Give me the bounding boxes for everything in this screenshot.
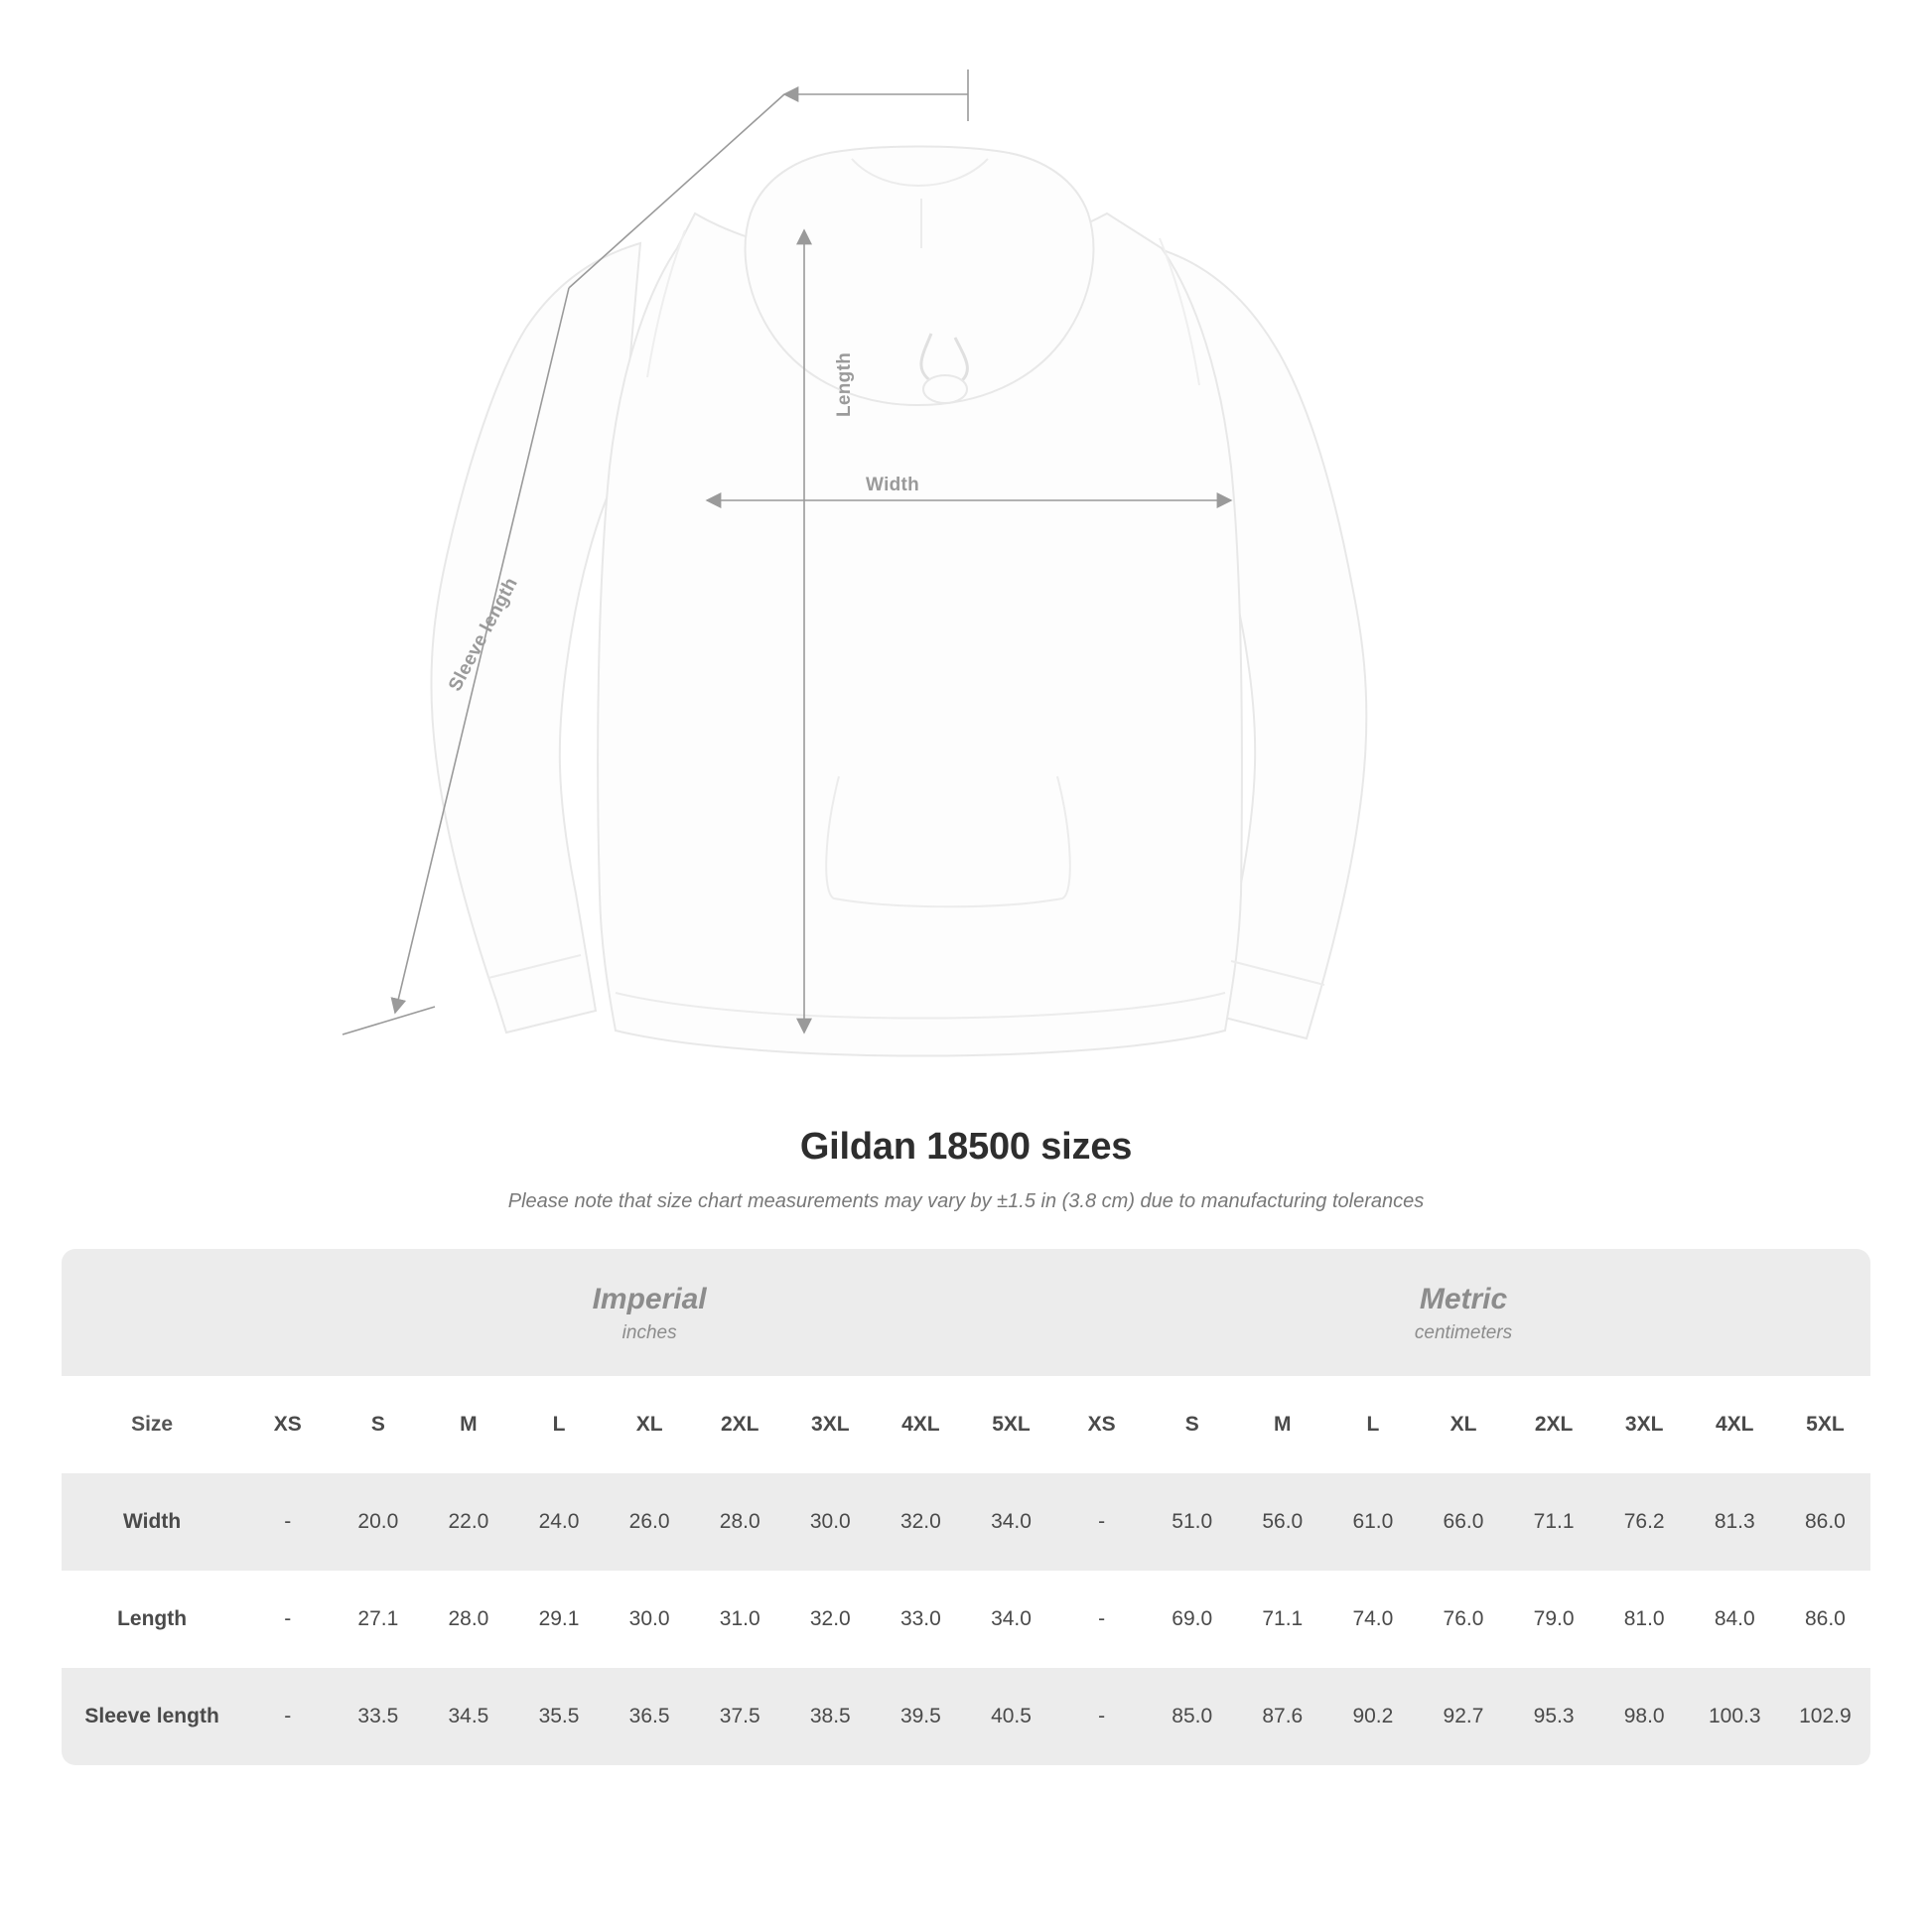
cell-sleeve-metric-xs: -: [1056, 1668, 1147, 1765]
row-label-width: Width: [62, 1473, 242, 1571]
cell-sleeve-imperial-5xl: 40.5: [966, 1668, 1056, 1765]
cell-width-metric-xs: -: [1056, 1473, 1147, 1571]
cell-length-imperial-xl: 30.0: [605, 1571, 695, 1668]
size-header-imperial-xl: XL: [605, 1376, 695, 1473]
size-header-metric-m: M: [1237, 1376, 1327, 1473]
size-header-imperial-s: S: [333, 1376, 423, 1473]
row-label-length: Length: [62, 1571, 242, 1668]
tolerance-note: Please note that size chart measurements may vary by ±1.5 in (3.8 cm) due to manufacturing tolerances: [507, 1190, 1425, 1212]
size-header-metric-2xl: 2XL: [1509, 1376, 1599, 1473]
cell-sleeve-metric-m: 87.6: [1237, 1668, 1327, 1765]
cell-sleeve-imperial-3xl: 38.5: [785, 1668, 876, 1765]
table-row: [62, 1571, 1870, 1668]
cell-width-imperial-s: 20.0: [333, 1473, 423, 1571]
cell-length-imperial-xs: -: [242, 1571, 333, 1668]
cell-length-imperial-s: 27.1: [333, 1571, 423, 1668]
cell-sleeve-imperial-l: 35.5: [513, 1668, 604, 1765]
cell-width-metric-s: 51.0: [1147, 1473, 1237, 1571]
cell-sleeve-imperial-xl: 36.5: [605, 1668, 695, 1765]
cell-width-imperial-5xl: 34.0: [966, 1473, 1056, 1571]
cell-length-metric-m: 71.1: [1237, 1571, 1327, 1668]
cell-sleeve-imperial-xs: -: [242, 1668, 333, 1765]
cell-sleeve-metric-xl: 92.7: [1418, 1668, 1508, 1765]
cell-width-imperial-l: 24.0: [513, 1473, 604, 1571]
cell-width-imperial-4xl: 32.0: [876, 1473, 966, 1571]
cell-sleeve-imperial-s: 33.5: [333, 1668, 423, 1765]
unit-imperial: [242, 1249, 1056, 1376]
cell-sleeve-imperial-2xl: 37.5: [695, 1668, 785, 1765]
cell-width-metric-l: 61.0: [1327, 1473, 1418, 1571]
cell-length-metric-xs: -: [1056, 1571, 1147, 1668]
cell-length-metric-2xl: 79.0: [1509, 1571, 1599, 1668]
page-title: Gildan 18500 sizes: [799, 1126, 1133, 1168]
size-header-imperial-3xl: 3XL: [785, 1376, 876, 1473]
cell-length-metric-3xl: 81.0: [1599, 1571, 1690, 1668]
cell-width-metric-xl: 66.0: [1418, 1473, 1508, 1571]
unit-imperial-title: Imperial: [592, 1283, 707, 1316]
cell-width-imperial-m: 22.0: [423, 1473, 513, 1571]
size-header-metric-3xl: 3XL: [1599, 1376, 1690, 1473]
size-header-metric-xl: XL: [1418, 1376, 1508, 1473]
size-header-imperial-5xl: 5XL: [966, 1376, 1056, 1473]
cell-length-metric-5xl: 86.0: [1780, 1571, 1870, 1668]
cell-length-imperial-4xl: 33.0: [876, 1571, 966, 1668]
row-label-sleeve-length: Sleeve length: [62, 1668, 242, 1765]
cell-sleeve-imperial-4xl: 39.5: [876, 1668, 966, 1765]
chart-heading: [0, 1126, 1932, 1213]
size-header-metric-s: S: [1147, 1376, 1237, 1473]
cell-width-imperial-xs: -: [242, 1473, 333, 1571]
size-header-imperial-l: L: [513, 1376, 604, 1473]
table-row: [62, 1473, 1870, 1571]
cell-width-metric-3xl: 76.2: [1599, 1473, 1690, 1571]
size-header-metric-5xl: 5XL: [1780, 1376, 1870, 1473]
cell-width-metric-4xl: 81.3: [1690, 1473, 1780, 1571]
cell-length-metric-xl: 76.0: [1418, 1571, 1508, 1668]
cell-sleeve-metric-4xl: 100.3: [1690, 1668, 1780, 1765]
sleeve-length-label: Sleeve length: [445, 574, 522, 695]
size-header-metric-l: L: [1327, 1376, 1418, 1473]
table-row: [62, 1668, 1870, 1765]
hoodie-shape: [431, 147, 1366, 1056]
cell-length-imperial-3xl: 32.0: [785, 1571, 876, 1668]
cell-length-imperial-2xl: 31.0: [695, 1571, 785, 1668]
size-header-imperial-m: M: [423, 1376, 513, 1473]
size-header-imperial-2xl: 2XL: [695, 1376, 785, 1473]
size-header-metric-xs: XS: [1056, 1376, 1147, 1473]
unit-spacer: [62, 1249, 242, 1376]
unit-metric: [1056, 1249, 1870, 1376]
cell-length-imperial-l: 29.1: [513, 1571, 604, 1668]
unit-imperial-sub: inches: [621, 1321, 677, 1343]
length-label: Length: [834, 351, 855, 417]
cell-width-metric-m: 56.0: [1237, 1473, 1327, 1571]
size-header-imperial-xs: XS: [242, 1376, 333, 1473]
unit-metric-title: Metric: [1419, 1283, 1508, 1316]
cell-length-metric-s: 69.0: [1147, 1571, 1237, 1668]
size-table: [62, 1249, 1870, 1765]
cell-width-metric-5xl: 86.0: [1780, 1473, 1870, 1571]
cell-length-imperial-5xl: 34.0: [966, 1571, 1056, 1668]
width-label: Width: [866, 475, 920, 495]
cell-sleeve-metric-l: 90.2: [1327, 1668, 1418, 1765]
cell-sleeve-metric-5xl: 102.9: [1780, 1668, 1870, 1765]
unit-header-row: [62, 1249, 1870, 1376]
cell-sleeve-metric-3xl: 98.0: [1599, 1668, 1690, 1765]
size-header-metric-4xl: 4XL: [1690, 1376, 1780, 1473]
cell-width-imperial-3xl: 30.0: [785, 1473, 876, 1571]
cell-sleeve-metric-2xl: 95.3: [1509, 1668, 1599, 1765]
cell-sleeve-metric-s: 85.0: [1147, 1668, 1237, 1765]
cell-length-imperial-m: 28.0: [423, 1571, 513, 1668]
cell-width-imperial-2xl: 28.0: [695, 1473, 785, 1571]
cell-length-metric-4xl: 84.0: [1690, 1571, 1780, 1668]
size-table-wrapper: [62, 1249, 1870, 1765]
cell-width-imperial-xl: 26.0: [605, 1473, 695, 1571]
unit-metric-sub: centimeters: [1414, 1321, 1513, 1343]
cell-width-metric-2xl: 71.1: [1509, 1473, 1599, 1571]
cell-length-metric-l: 74.0: [1327, 1571, 1418, 1668]
size-header-label: Size: [62, 1376, 242, 1473]
size-header-row: [62, 1376, 1870, 1473]
cell-sleeve-imperial-m: 34.5: [423, 1668, 513, 1765]
size-header-imperial-4xl: 4XL: [876, 1376, 966, 1473]
